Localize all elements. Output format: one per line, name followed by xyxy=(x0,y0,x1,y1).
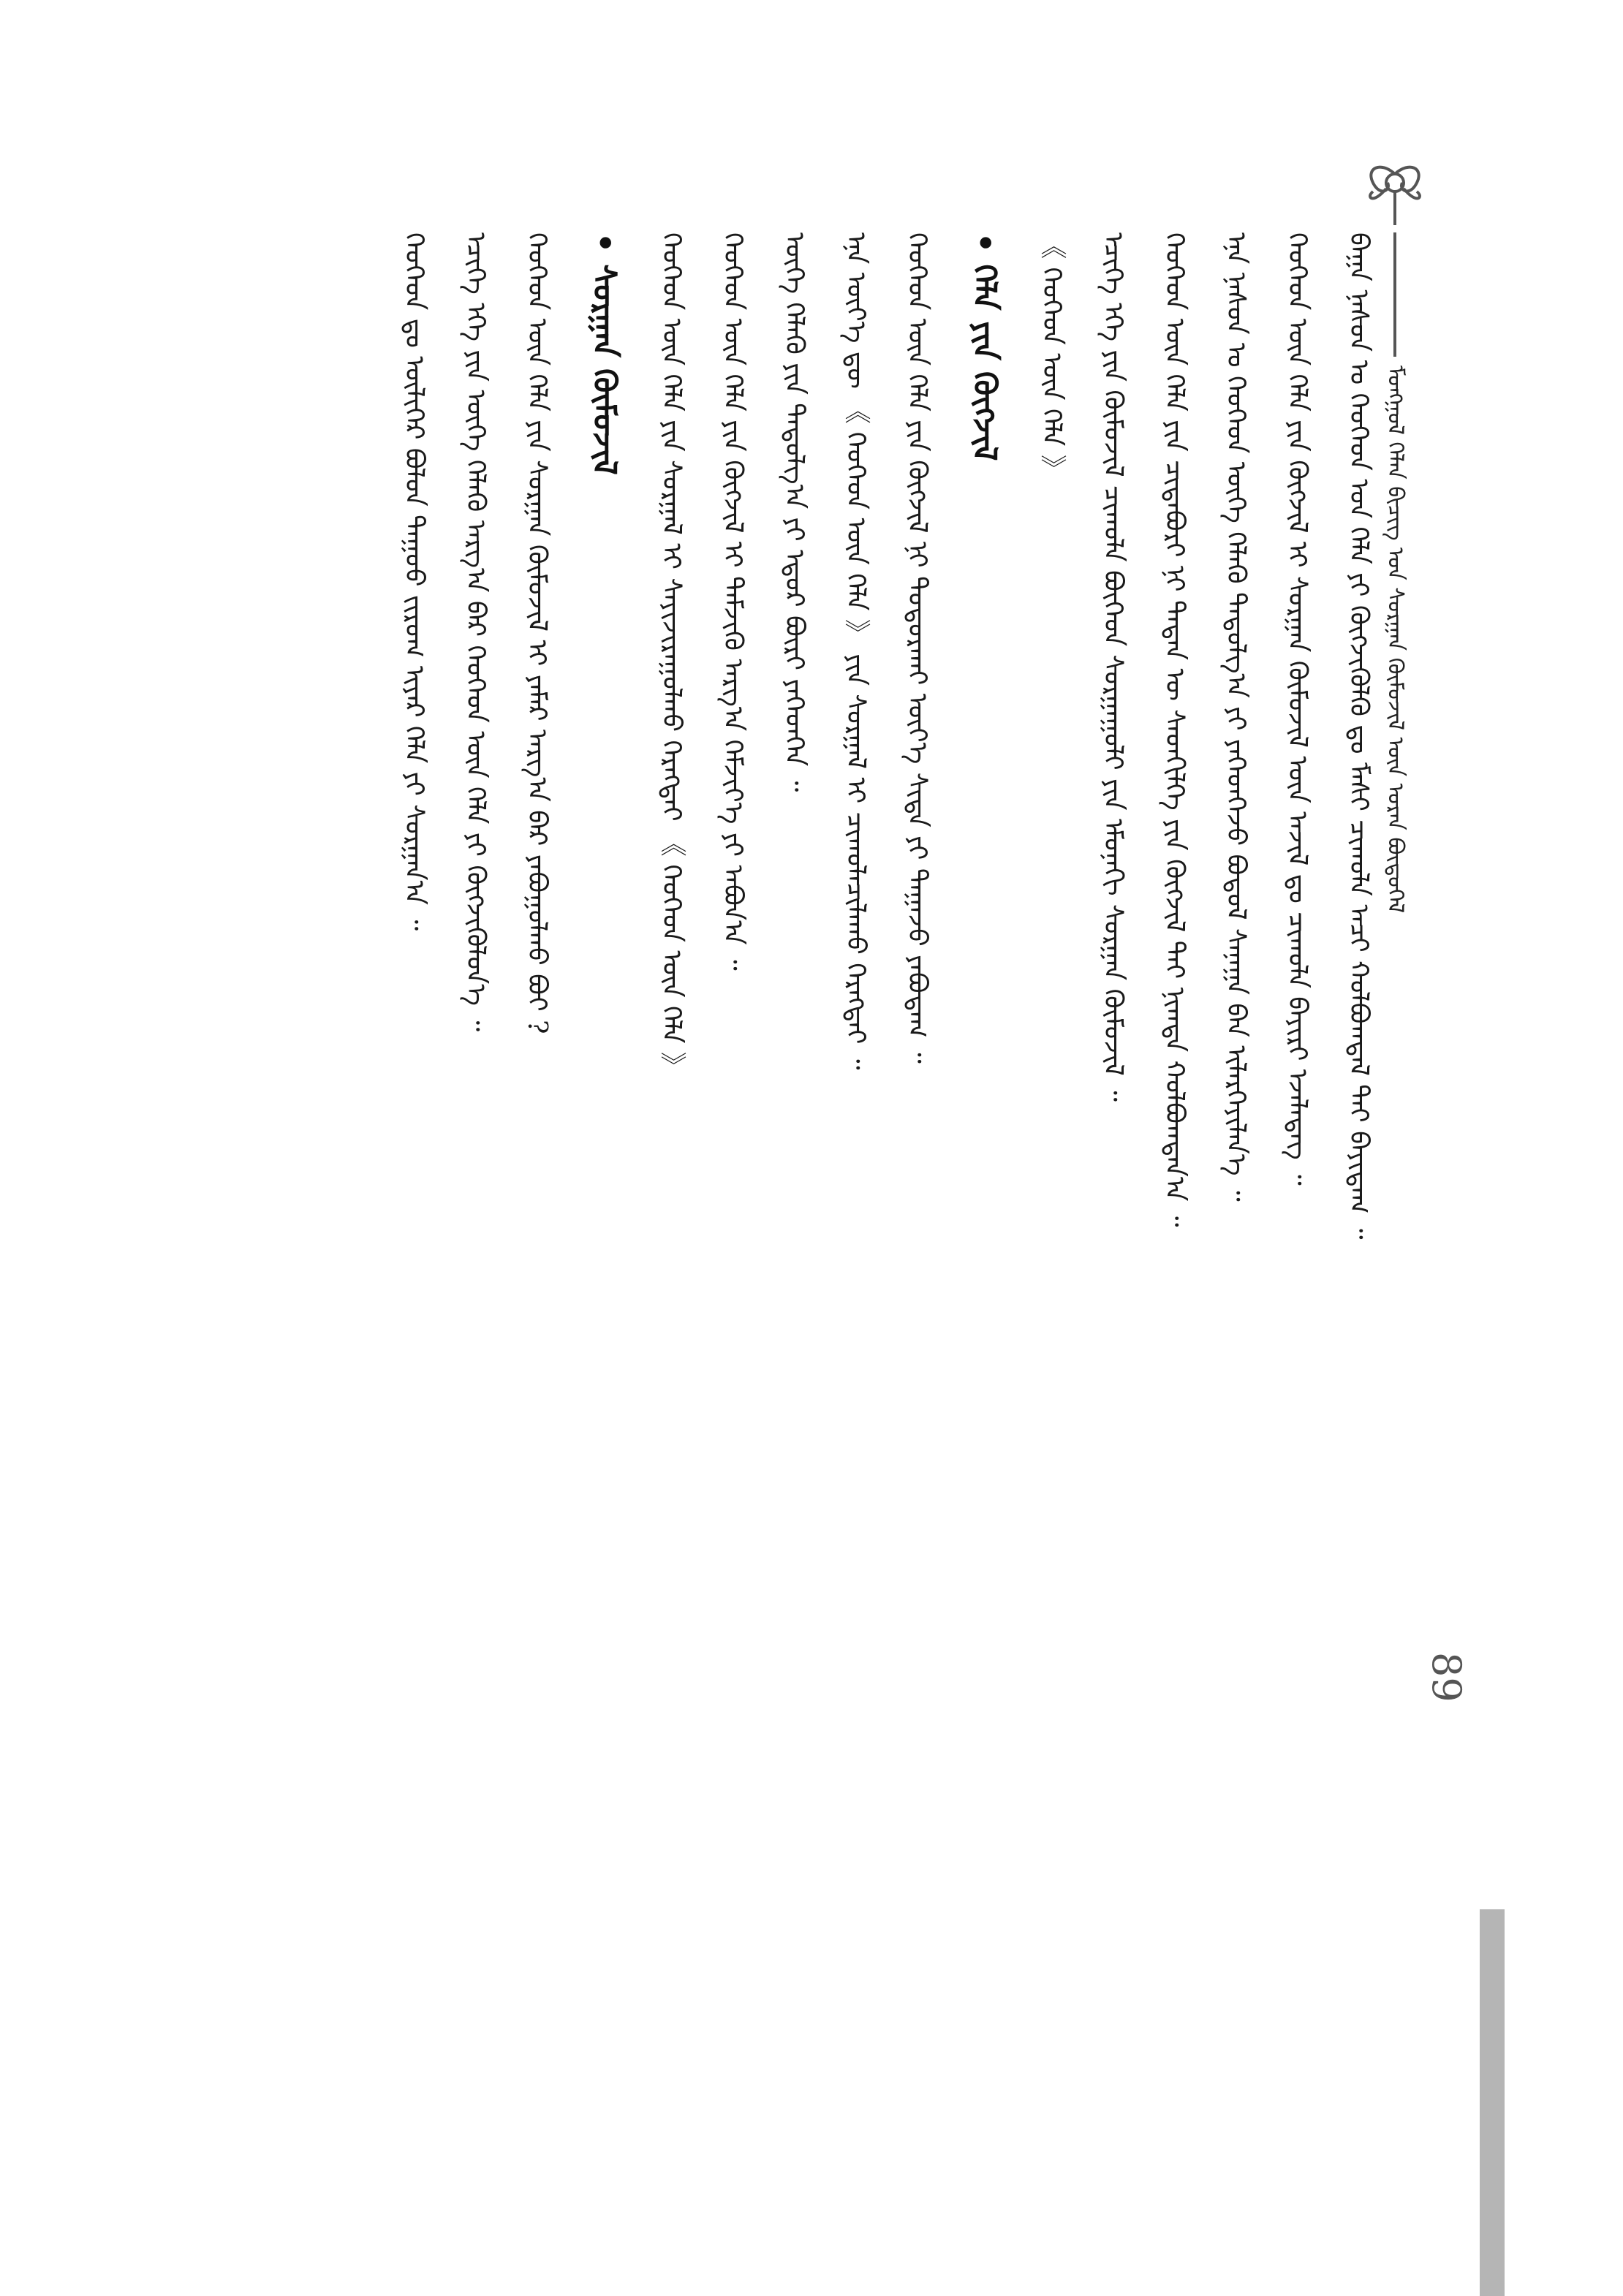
text-column: ᠬᠡᠦᠬᠡᠳ ᠦᠨ ᠬᠡᠯᠡ ᠶᠢᠨ ᠬᠥᠭᠵᠢᠯ ᠢ ᠳᠡᠮᠵᠢᠬᠦ ᠠᠷᠭ᠎ᠠ ᠬᠡᠮᠵᠢᠶ᠎ᠡ ᠶᠢ ᠠᠪᠤᠨ᠎ᠠ ᠃ xyxy=(718,232,748,971)
text-column: ᠬᠡᠦᠬᠡᠳ ᠦᠨ ᠬᠡᠯᠡ ᠶᠢᠨ ᠬᠥᠭᠵᠢᠯ ᠢ ᠰᠤᠷᠭᠠᠨ ᠬᠦᠮᠦᠵᠢᠯ ᠦᠨ ᠠᠵᠢᠯ ᠳᠤ ᠴᠢᠬᠤᠯᠠ ᠪᠠᠶᠢᠷᠢ ᠡᠵᠡᠯᠡᠳᠡᠭ ᠃ xyxy=(1282,232,1312,1186)
text-column: ᠡᠴᠢᠭᠡ ᠡᠬᠡ ᠶᠢᠨ ᠬᠦᠮᠦᠵᠢᠯ ᠴᠢᠬᠤᠯᠠ ᠪᠥᠭᠡᠳ ᠰᠤᠷᠭᠠᠭᠤᠯᠢ ᠶᠢᠨ ᠡᠮᠦᠨᠡᠬᠢ ᠰᠤᠷᠭᠠᠨ ᠬᠦᠮᠦᠵᠢᠯ ᠃ xyxy=(1098,232,1128,1102)
section-heading: • ᠬᠡᠯᠡ ᠶᠢᠨ ᠬᠥᠭᠵᠢᠯ xyxy=(966,232,1003,461)
text-column: ᠦᠭᠡ ᠬᠡᠯᠡᠬᠦ ᠶᠢᠨ ᠳᠠᠳᠤᠯᠭ᠎ᠠ ᠶᠢ ᠡᠳᠦᠷ ᠪᠦᠷᠢ ᠶᠡᠬᠡᠳᠬᠡᠨ ᠃ xyxy=(779,232,809,792)
text-column: ᠪᠠᠭᠠ ᠨᠠᠰᠤᠨ ᠤ ᠬᠡᠦᠬᠡᠳ ᠤᠨ ᠬᠡᠯᠡ ᠶᠢ ᠬᠥᠭᠵᠢᠭᠦᠯᠬᠦ ᠳᠤ ᠮᠠᠰᠢ ᠴᠢᠬᠤᠯᠠ ᠠᠴᠢ ᠬᠣᠯᠪᠣᠭᠳᠠᠯ ᠲᠠᠢ ᠪᠠᠶᠢᠳᠠᠭ ᠃ xyxy=(1344,232,1374,1240)
edge-tab xyxy=(1480,1909,1505,2296)
text-column: ᠡᠨᠡ ᠨᠠᠰᠤᠨ ᠤ ᠬᠡᠦᠬᠡᠳ ᠦᠭᠡ ᠬᠡᠯᠡᠬᠦ ᠳᠠᠳᠤᠯᠭ᠎ᠠ ᠶᠢ ᠶᠡᠬᠡᠳᠬᠡᠵᠦ ᠪᠣᠳᠤᠯ ᠰᠠᠨᠠᠭᠠ ᠪᠠᠨ ᠢᠯᠡᠷᠬᠡᠶᠢᠯᠡᠨ᠎ᠡ ᠃ xyxy=(1221,232,1251,1202)
text-column: ᠬᠡᠦᠬᠡᠳ ᠦᠨ ᠬᠡᠯᠡ ᠶᠢᠨ ᠴᠢᠳᠠᠪᠤᠷᠢ ᠨᠢ ᠲᠡᠳᠡᠨ ᠦ ᠰᠡᠳᠬᠢᠯᠭᠡ ᠶᠢᠨ ᠬᠥᠭᠵᠢᠯ ᠲᠡᠢ ᠨᠢᠭᠲᠠ ᠬᠣᠯᠪᠣᠭᠳᠠᠨ᠎ᠠ ᠃ xyxy=(1159,232,1189,1227)
floral-ornament-icon xyxy=(1351,146,1439,227)
text-column: ᠬᠡᠦᠬᠡᠳ ᠦᠨ ᠬᠡᠯᠡ ᠶᠢᠨ ᠰᠤᠷᠭᠠᠯ ᠢ ᠰᠠᠶᠢᠵᠢᠷᠠᠭᠤᠯᠬᠤ ᠬᠡᠷᠡᠭᠲᠡᠢ 《 ᠬᠡᠦᠬᠡᠳ ᠦᠨ ᠬᠡᠯᠡ 》 xyxy=(657,232,686,1078)
body-text xyxy=(190,232,1389,1914)
section-heading: • ᠰᠤᠷᠭᠠᠨ ᠬᠦᠮᠦᠵᠢᠯ xyxy=(586,232,623,475)
page-number: 89 xyxy=(1423,1652,1469,1702)
text-column: ᠡᠨᠡ ᠦᠶ᠎ᠡ ᠳᠦ 《 ᠬᠡᠦᠬᠡᠳ ᠦᠨ ᠬᠡᠯᠡ 》 ᠶᠢᠨ ᠰᠤᠷᠭᠠᠯ ᠢ ᠴᠢᠬᠤᠯᠠᠴᠢᠯᠠᠬᠤ ᠬᠡᠷᠡᠭᠲᠡᠢ ᠃ xyxy=(841,232,871,1070)
text-column: ᠡᠴᠢᠭᠡ ᠡᠬᠡ ᠶᠢᠨ ᠦᠭᠡ ᠬᠡᠯᠡᠬᠦ ᠠᠷᠭ᠎ᠠ ᠪᠠᠷ ᠬᠡᠦᠬᠡᠳ ᠦᠨ ᠬᠡᠯᠡ ᠶᠢ ᠬᠥᠭᠵᠢᠭᠦᠯᠦᠨ᠎ᠡ ᠃ xyxy=(461,232,491,1032)
header-rule xyxy=(1393,232,1396,357)
text-column: ᠬᠡᠦᠬᠡᠳ ᠦᠨ ᠬᠡᠯᠡ ᠶᠢᠨ ᠰᠤᠷᠭᠠᠨ ᠬᠦᠮᠦᠵᠢᠯ ᠢ ᠶᠠᠮᠠᠷ ᠠᠷᠭ᠎ᠠ ᠪᠠᠷ ᠶᠠᠪᠤᠭᠤᠯᠬᠤ ᠪᠤᠢ ? xyxy=(522,232,552,1034)
text-column: ᠬᠡᠦᠬᠡᠳ ᠳᠤ ᠦᠯᠢᠭᠡᠷ ᠪᠣᠯᠤᠨ ᠳᠠᠭᠤᠤ ᠵᠢᠷᠤᠭ ᠢᠶᠠᠷ ᠬᠡᠯᠡ ᠶᠢ ᠰᠤᠷᠭᠠᠨ᠎ᠠ ᠃ xyxy=(399,232,429,931)
text-column: 《 ᠬᠡᠦᠬᠡᠳ ᠦᠨ ᠬᠡᠯᠡ 》 xyxy=(1037,232,1067,481)
text-column: ᠬᠡᠦᠬᠡᠳ ᠦᠨ ᠬᠡᠯᠡ ᠶᠢᠨ ᠬᠥᠭᠵᠢᠯ ᠨᠢ ᠲᠣᠳᠣᠷᠬᠠᠢ ᠦᠶ᠎ᠡ ᠰᠢᠳᠠ ᠶᠢ ᠳᠠᠭᠠᠵᠤ ᠶᠠᠪᠤᠳᠠᠭ ᠃ xyxy=(902,232,932,1064)
running-title: ᠮᠣᠩᠭᠣᠯ ᠬᠡᠯᠡᠨ ᠪᠢᠴᠢᠭ᠌ ᠤᠨ ᠰᠤᠷᠭᠠᠨ ᠬᠦᠮᠦᠵᠢᠯ ᠦᠨ ᠤᠷᠠᠨ ᠪᠦᠲᠦᠭᠡᠯ xyxy=(1382,365,1408,914)
